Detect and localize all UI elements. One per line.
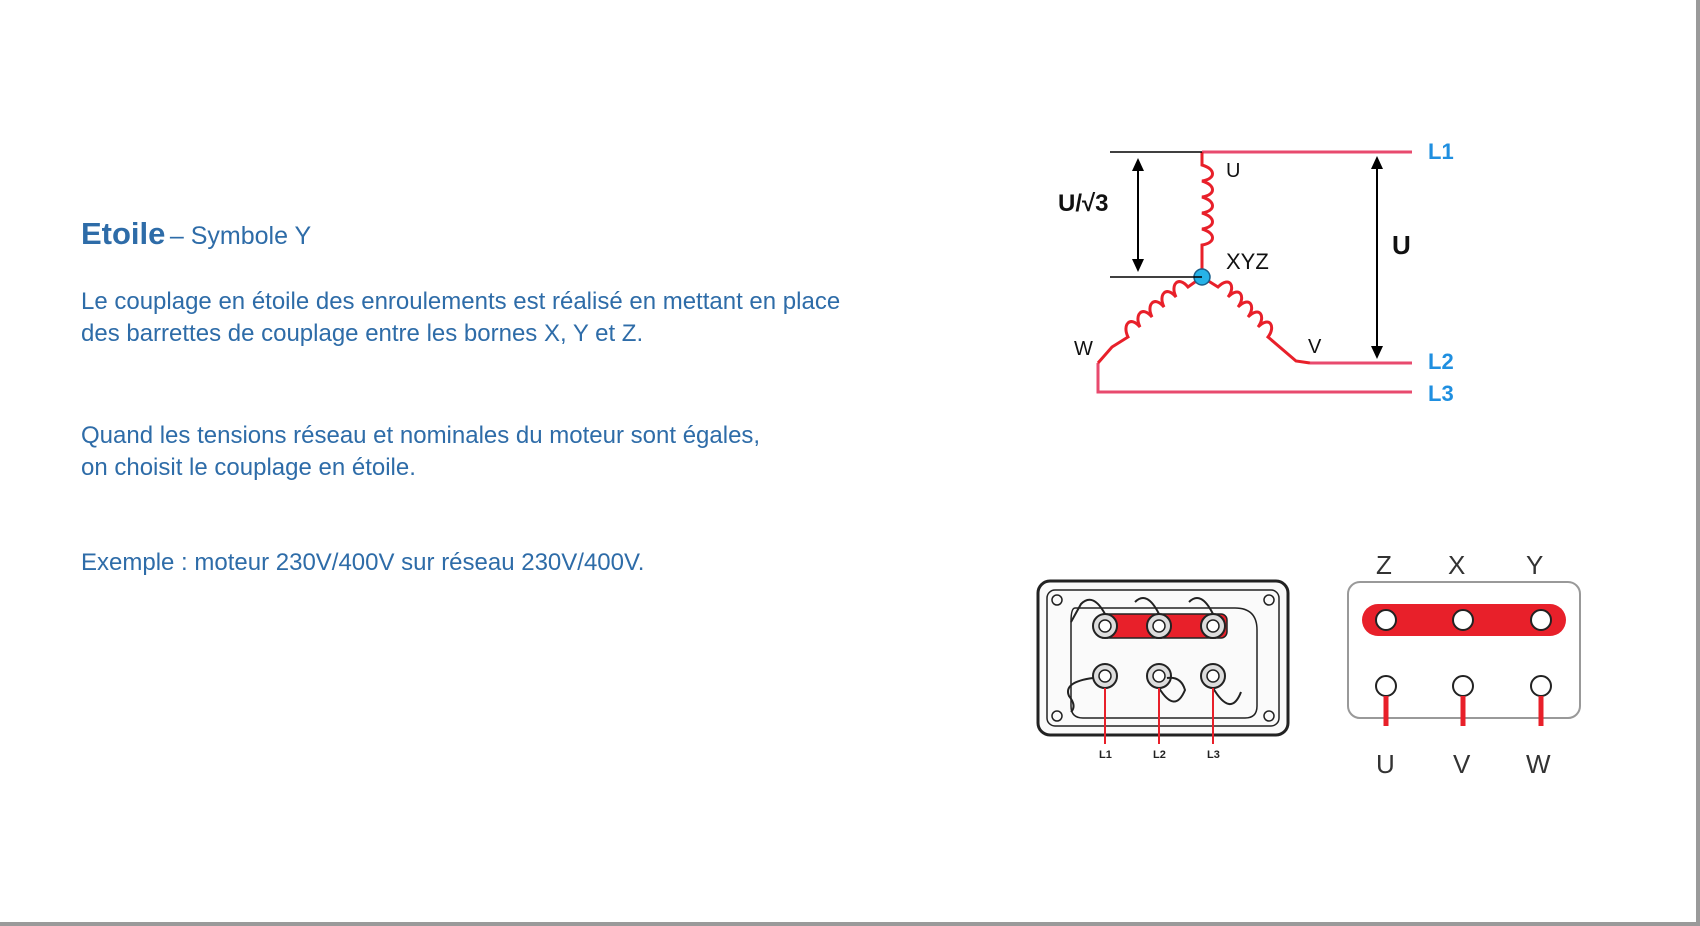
label-phase-voltage: U/√3 bbox=[1058, 190, 1109, 217]
arrow-head-up-icon bbox=[1371, 156, 1383, 169]
photo-label-l1: L1 bbox=[1099, 749, 1112, 761]
winding-u-coil bbox=[1202, 152, 1213, 277]
terminal-label-y: Y bbox=[1526, 550, 1544, 580]
terminal-x-icon bbox=[1453, 610, 1473, 630]
label-neutral-xyz: XYZ bbox=[1226, 249, 1269, 274]
terminal-nut-icon bbox=[1201, 664, 1225, 688]
label-u-winding: U bbox=[1226, 160, 1241, 182]
line-l3 bbox=[1098, 363, 1412, 392]
terminal-nut-icon bbox=[1093, 664, 1117, 688]
heading-subtitle: – Symbole Y bbox=[169, 222, 312, 250]
paragraph-line: Le couplage en étoile des enroulements est réalisé en mettant en place bbox=[81, 288, 841, 315]
arrow-head-down-icon bbox=[1132, 259, 1144, 272]
terminal-box-drawing bbox=[1035, 578, 1297, 768]
paragraph-coupling-description bbox=[81, 286, 840, 350]
label-l3: L3 bbox=[1428, 381, 1454, 406]
winding-w-coil bbox=[1098, 277, 1202, 363]
terminal-nut-icon bbox=[1093, 614, 1117, 638]
heading-title: Etoile bbox=[81, 216, 166, 251]
paragraph-choice-rule bbox=[81, 420, 760, 484]
photo-label-l2: L2 bbox=[1153, 749, 1166, 761]
label-v-winding: V bbox=[1308, 336, 1322, 358]
label-line-voltage: U bbox=[1392, 230, 1411, 260]
heading bbox=[81, 216, 311, 252]
label-w-winding: W bbox=[1074, 338, 1093, 360]
terminal-schematic bbox=[1340, 540, 1590, 785]
label-l1: L1 bbox=[1428, 139, 1454, 164]
paragraph-line: Quand les tensions réseau et nominales du moteur sont égales, bbox=[81, 422, 761, 449]
terminal-label-z: Z bbox=[1376, 550, 1392, 580]
terminal-v-icon bbox=[1453, 676, 1473, 696]
terminal-nut-icon bbox=[1147, 664, 1171, 688]
terminal-w-icon bbox=[1531, 676, 1551, 696]
arrow-head-down-icon bbox=[1371, 346, 1383, 359]
star-wiring-diagram bbox=[1040, 125, 1520, 415]
winding-v-coil bbox=[1202, 277, 1310, 363]
photo-label-l3: L3 bbox=[1207, 749, 1220, 761]
terminal-y-icon bbox=[1531, 610, 1551, 630]
terminal-label-v: V bbox=[1453, 749, 1471, 779]
paragraph-line: des barrettes de couplage entre les bornes X, Y et Z. bbox=[81, 320, 644, 347]
label-l2: L2 bbox=[1428, 349, 1454, 374]
terminal-nut-icon bbox=[1147, 614, 1171, 638]
terminal-label-x: X bbox=[1448, 550, 1466, 580]
terminal-u-icon bbox=[1376, 676, 1396, 696]
arrow-head-up-icon bbox=[1132, 158, 1144, 171]
paragraph-line: on choisit le couplage en étoile. bbox=[81, 454, 416, 481]
terminal-label-u: U bbox=[1376, 749, 1395, 779]
paragraph-line: Exemple : moteur 230V/400V sur réseau 230V/400V. bbox=[81, 549, 645, 576]
terminal-z-icon bbox=[1376, 610, 1396, 630]
terminal-nut-icon bbox=[1201, 614, 1225, 638]
terminal-label-w: W bbox=[1526, 749, 1551, 779]
paragraph-example bbox=[81, 547, 644, 579]
